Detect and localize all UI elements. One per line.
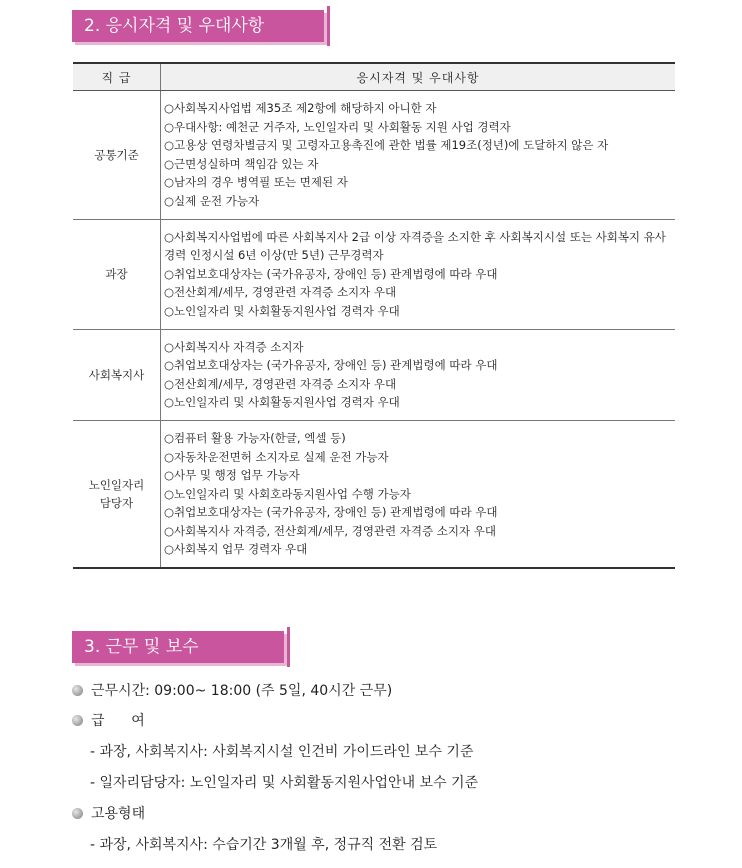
list-item: ○남자의 경우 병역필 또는 면제된 자 <box>164 175 348 190</box>
employment-row <box>72 803 145 823</box>
work-hours-text: 근무시간: 09:00~ 18:00 (주 5일, 40시간 근무) <box>91 683 393 699</box>
salary-item: - 일자리담당자: 노인일자리 및 사회활동지원사업안내 보수 기준 <box>90 775 479 791</box>
list-item: ○전산회계/세무, 경영관련 자격증 소지자 우대 <box>164 376 397 391</box>
list-item: ○자동차운전면허 소지자로 실제 운전 가능자 <box>164 449 389 464</box>
items-social-worker <box>161 329 676 420</box>
qualifications-table <box>73 62 675 569</box>
salary-label: 급 여 <box>91 713 145 729</box>
table-row-common <box>73 91 675 220</box>
role-social-worker: 사회복지사 <box>73 329 161 420</box>
list-item: ○취업보호대상자는 (국가유공자, 장애인 등) 관계법령에 따라 우대 <box>164 266 498 281</box>
table-row-manager <box>73 219 675 329</box>
list-item: ○근면성실하며 책임감 있는 자 <box>164 156 319 171</box>
bullet-icon <box>72 715 83 726</box>
role-line: 담당자 <box>99 495 134 510</box>
list-item: ○사회복지사업법에 따른 사회복지사 2급 이상 자격증을 소지한 후 사회복지시설 또는 사회복지 유사 경력 인정시설 6년 이상(만 5년) 근무경력자 <box>164 229 666 263</box>
list-item: ○사회복지 업무 경력자 우대 <box>164 542 308 557</box>
list-item: ○취업보호대상자는 (국가유공자, 장애인 등) 관계법령에 따라 우대 <box>164 358 498 373</box>
list-item: ○고용상 연령차별금지 및 고령자고용촉진에 관한 법률 제19조(정년)에 도달하지 않은 자 <box>164 138 609 153</box>
header-rank: 직 급 <box>73 63 161 91</box>
list-item: ○사회복지사 자격증 소지자 <box>164 339 304 354</box>
list-item: ○전산회계/세무, 경영관련 자격증 소지자 우대 <box>164 285 397 300</box>
bullet-icon <box>72 685 83 696</box>
list-item: ○사회복지사 자격증, 전산회계/세무, 경영관련 자격증 소지자 우대 <box>164 523 496 538</box>
section-title-text: 3. 근무 및 보수 <box>84 637 199 657</box>
role-common: 공통기준 <box>73 91 161 220</box>
employment-item: - 과장, 사회복지사: 수습기간 3개월 후, 정규직 전환 검토 <box>90 837 438 853</box>
list-item: ○노인일자리 및 사회호라동지원사업 수행 가능자 <box>164 486 411 501</box>
list-item: ○우대사항: 예천군 거주자, 노인일자리 및 사회활동 지원 사업 경력자 <box>164 119 511 134</box>
table-row-senior-jobs <box>73 420 675 568</box>
table-row-social-worker <box>73 329 675 420</box>
section-title-text: 2. 응시자격 및 우대사항 <box>84 16 265 36</box>
list-item: ○컴퓨터 활용 가능자(한글, 엑셀 등) <box>164 430 346 445</box>
employment-label: 고용형태 <box>91 806 146 822</box>
list-item: ○실제 운전 가능자 <box>164 193 260 208</box>
list-item: ○사회복지사업법 제35조 제2항에 해당하지 아니한 자 <box>164 101 437 115</box>
items-common <box>161 91 676 220</box>
header-qualifications: 응시자격 및 우대사항 <box>161 63 676 91</box>
work-hours-row <box>72 680 392 700</box>
role-manager: 과장 <box>73 219 161 329</box>
salary-row <box>72 710 145 730</box>
role-line: 노인일자리 <box>88 477 145 492</box>
table-header-row <box>73 63 675 91</box>
section-title-qualifications <box>72 10 324 42</box>
list-item: ○취업보호대상자는 (국가유공자, 장애인 등) 관계법령에 따라 우대 <box>164 505 498 520</box>
bullet-icon <box>72 808 83 819</box>
list-item: ○노인일자리 및 사회활동지원사업 경력자 우대 <box>164 395 400 410</box>
items-manager <box>161 219 676 329</box>
list-item: ○사무 및 행정 업무 가능자 <box>164 468 300 483</box>
items-senior-jobs <box>161 420 676 568</box>
list-item: ○노인일자리 및 사회활동지원사업 경력자 우대 <box>164 303 400 318</box>
role-senior-jobs <box>73 420 161 568</box>
section-title-work-pay <box>72 631 284 663</box>
salary-item: - 과장, 사회복지사: 사회복지시설 인건비 가이드라인 보수 기준 <box>90 744 474 760</box>
